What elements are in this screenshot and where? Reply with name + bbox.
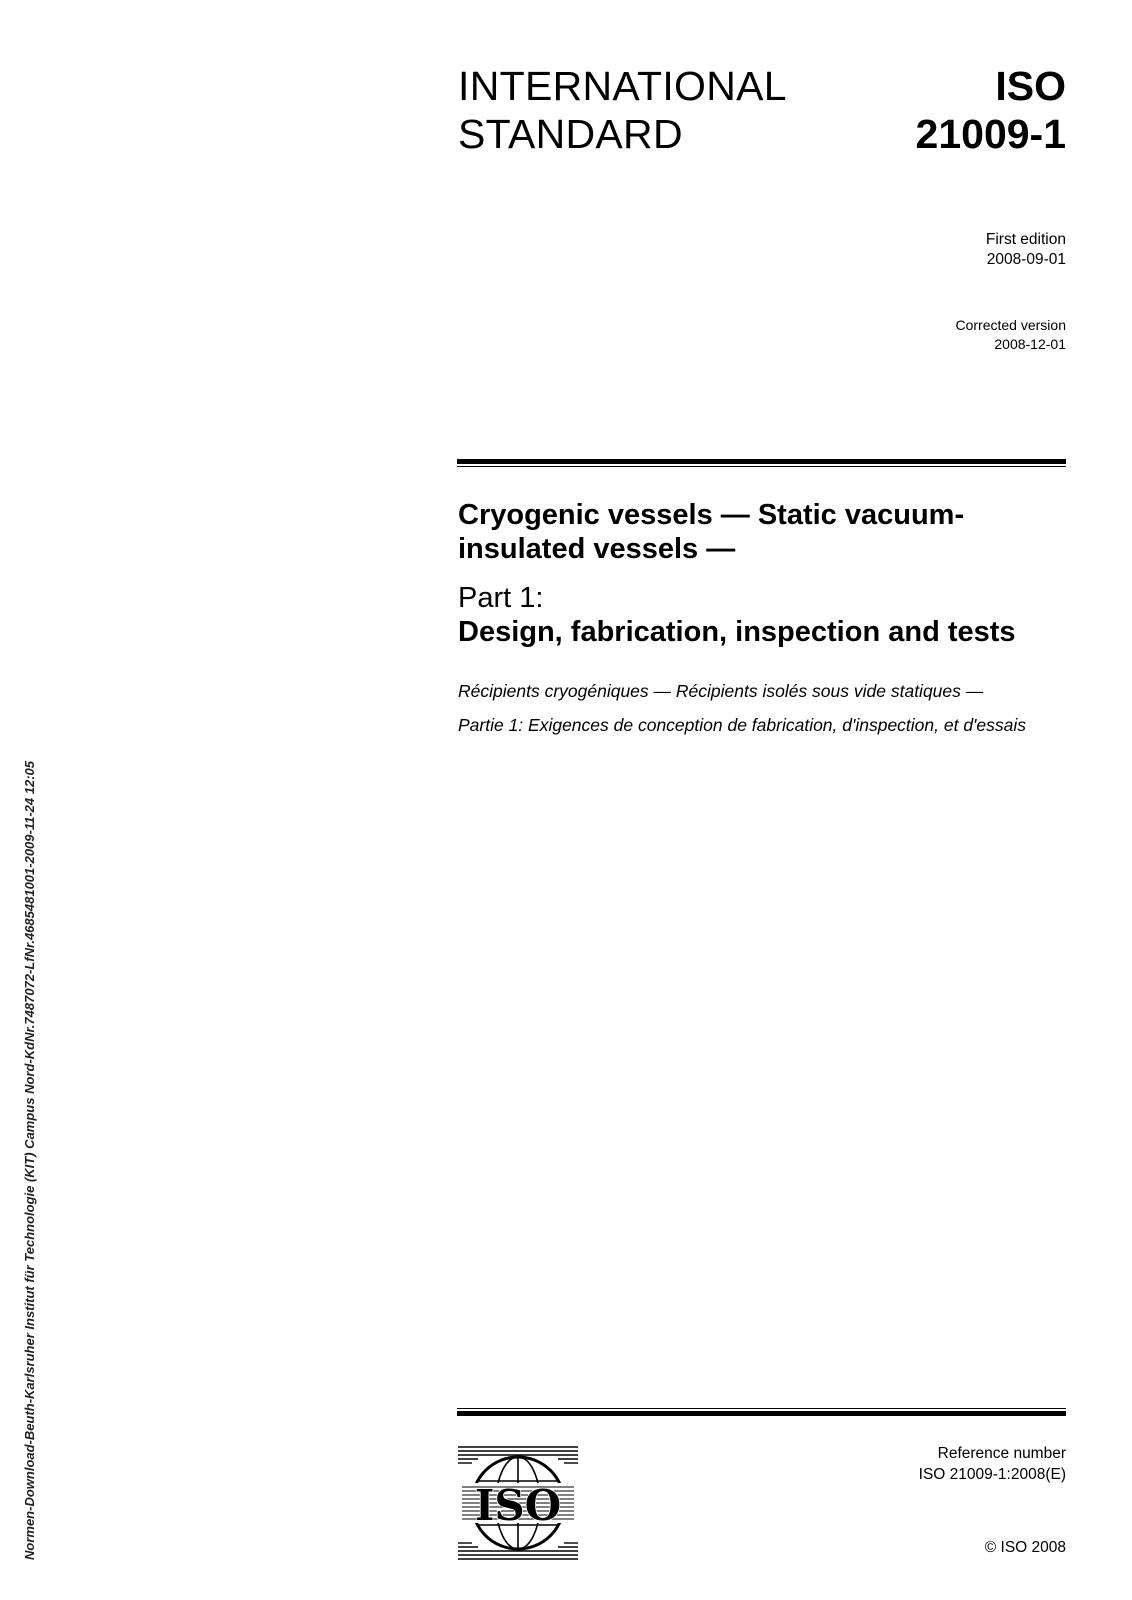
part-title: Design, fabrication, inspection and tests (458, 616, 1016, 648)
part-label: Part 1: (458, 582, 544, 614)
document-type-line1: INTERNATIONAL (458, 63, 787, 109)
iso-logo-icon (458, 1443, 578, 1563)
corrected-date: 2008-12-01 (994, 336, 1066, 352)
organization-label: ISO (995, 63, 1066, 109)
bottom-divider (457, 1408, 1066, 1416)
top-divider (457, 459, 1066, 467)
standard-number: 21009-1 (915, 111, 1066, 157)
french-title: Récipients cryogéniques — Récipients isolés sous vide statiques — (458, 681, 984, 701)
document-identifier (916, 62, 1066, 158)
reference-number (919, 1443, 1066, 1485)
corrected-label: Corrected version (955, 317, 1066, 333)
document-type (458, 62, 787, 158)
copyright-notice: © ISO 2008 (984, 1539, 1066, 1556)
edition-info (986, 230, 1066, 270)
edition-date: 2008-09-01 (986, 251, 1066, 268)
document-type-line2: STANDARD (458, 111, 683, 157)
french-part-title: Partie 1: Exigences de conception de fabrication, d'inspection, et d'essais (458, 715, 1026, 735)
reference-value: ISO 21009-1:2008(E) (918, 1466, 1066, 1483)
edition-label: First edition (985, 231, 1066, 248)
corrected-version-info (956, 316, 1067, 354)
svg-text:ISO: ISO (474, 1481, 562, 1530)
document-title: Cryogenic vessels — Static vacuum-insulated vessels — (458, 499, 965, 565)
reference-label: Reference number (937, 1445, 1066, 1462)
download-watermark: Normen-Download-Beuth-Karlsruher Institut für Technologie (KIT) Campus Nord-KdNr.7487072-LfNr.4685481001-2009-11-24 12:05 (22, 761, 37, 1560)
